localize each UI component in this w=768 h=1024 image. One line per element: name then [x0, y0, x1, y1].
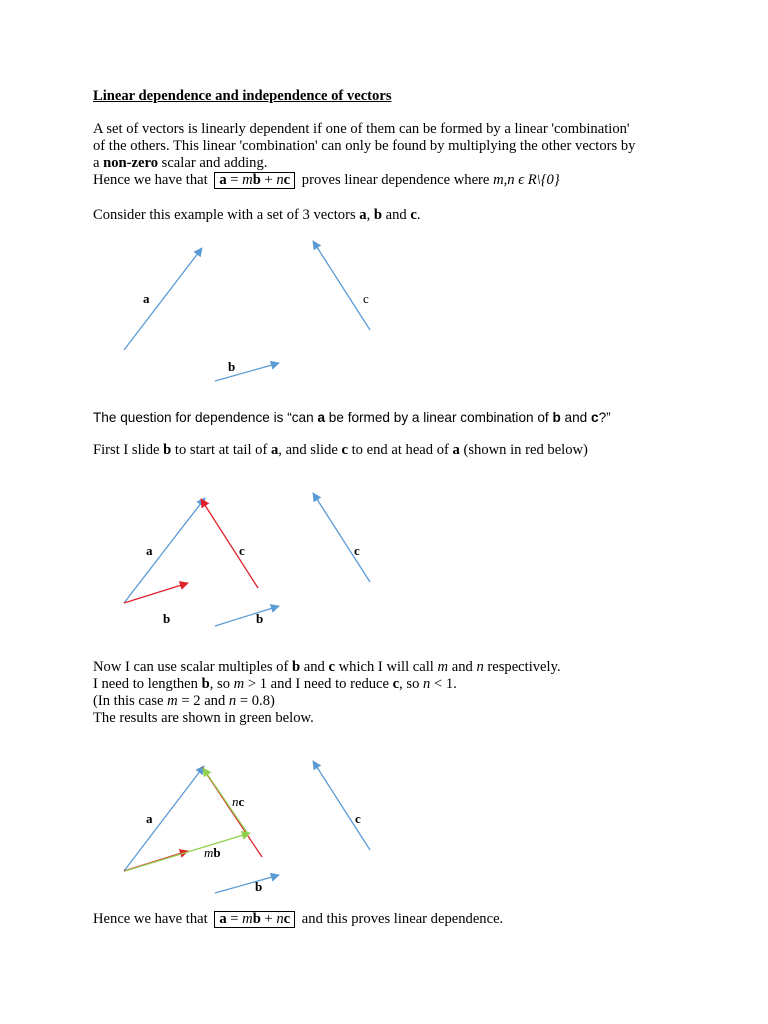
- question-line: [93, 409, 611, 426]
- vector-b-arrow: [215, 875, 279, 893]
- figure-2: [124, 493, 370, 626]
- scalars-line-2: [93, 676, 457, 693]
- vector-a-arrow: [124, 766, 204, 871]
- text: The question for dependence is “can: [93, 410, 318, 425]
- formula-m: m: [242, 172, 253, 188]
- vec-b: b: [552, 410, 561, 425]
- label-b: b: [228, 359, 236, 374]
- text: and this proves linear dependence.: [301, 911, 504, 927]
- vec-c: c: [392, 676, 400, 692]
- vector-c-arrow: [313, 493, 370, 582]
- intro-line-1: A set of vectors is linearly dependent if one of them can be formed by a linear 'combination': [93, 121, 630, 137]
- scalars-line-4: The results are shown in green below.: [93, 710, 314, 726]
- text: to start at tail of: [171, 442, 271, 458]
- text: Hence we have that: [93, 172, 208, 188]
- formula-box: [214, 911, 295, 928]
- scalar-m: m: [437, 659, 449, 675]
- text: ,: [366, 207, 374, 223]
- formula-b: b: [252, 911, 261, 927]
- green-mb-arrow: [125, 833, 250, 871]
- scalar-n: n: [232, 794, 239, 809]
- figure-1: [124, 241, 370, 381]
- label-mb: [204, 846, 221, 860]
- vec-b: b: [201, 676, 210, 692]
- label-c-blue: c: [354, 543, 360, 558]
- vec-a: a: [317, 410, 326, 425]
- vector-c-arrow: [313, 241, 370, 330]
- text: and: [560, 410, 592, 425]
- vec-a: a: [270, 442, 279, 458]
- text: be formed by a linear combination of: [325, 410, 553, 425]
- text: = 0.8): [236, 693, 275, 709]
- label-c: c: [355, 811, 361, 826]
- label-a: a: [146, 543, 153, 558]
- scalars-line-3: [93, 693, 275, 710]
- vec-a: a: [359, 207, 367, 223]
- figure-3: [124, 761, 370, 893]
- vec-c: c: [410, 207, 417, 223]
- page-title: Linear dependence and independence of vectors: [93, 88, 392, 104]
- red-c-arrow: [201, 499, 258, 588]
- vector-b-arrow: [215, 606, 279, 626]
- label-a: a: [143, 291, 150, 306]
- vector-c-arrow: [313, 761, 370, 850]
- text: Now I can use scalar multiples of: [93, 659, 292, 675]
- formula-plus: +: [260, 172, 277, 188]
- vec-b: b: [163, 442, 172, 458]
- vec-b: b: [213, 845, 221, 860]
- vec-c: c: [341, 442, 348, 458]
- text: a: [93, 155, 104, 171]
- vec-c: c: [328, 659, 335, 675]
- formula-eq: =: [226, 911, 243, 927]
- scalar-m: m: [233, 676, 245, 692]
- text: which I will call: [334, 659, 438, 675]
- text: ?”: [598, 410, 611, 425]
- scalar-m: m: [167, 693, 178, 709]
- text: scalar and adding.: [158, 155, 268, 171]
- scalar-n: n: [476, 659, 484, 675]
- text: < 1.: [430, 676, 457, 692]
- vec-c: c: [591, 410, 599, 425]
- label-nc: [232, 795, 244, 809]
- label-a: a: [146, 811, 153, 826]
- vector-a-arrow: [124, 248, 202, 350]
- formula-c: c: [283, 911, 291, 927]
- vector-a-arrow: [124, 498, 205, 603]
- text: proves linear dependence where: [301, 172, 490, 188]
- slide-line: [93, 442, 588, 459]
- label-c-red: c: [239, 543, 245, 558]
- text: respectively.: [483, 659, 561, 675]
- formula-m: m: [242, 911, 253, 927]
- text: First I slide: [93, 442, 164, 458]
- vec-c: c: [238, 794, 245, 809]
- text: , so: [399, 676, 424, 692]
- text: I need to lengthen: [93, 676, 202, 692]
- vector-b-arrow: [215, 363, 279, 381]
- text: .: [416, 207, 421, 223]
- vec-b: b: [291, 659, 301, 675]
- label-b: b: [255, 879, 263, 894]
- text: Hence we have that: [93, 911, 208, 927]
- text: and: [448, 659, 477, 675]
- text: (shown in red below): [459, 442, 588, 458]
- scalar-m: m: [204, 845, 214, 860]
- formula-n: n: [276, 911, 284, 927]
- label-c: c: [363, 291, 369, 306]
- text: and: [382, 207, 411, 223]
- non-zero-bold: non-zero: [103, 155, 158, 171]
- vec-b: b: [373, 207, 382, 223]
- formula-c: c: [283, 172, 291, 188]
- scalar-n: n: [228, 693, 237, 709]
- formula-plus: +: [260, 911, 277, 927]
- scalars-line-1: [93, 659, 561, 676]
- label-b-red: b: [163, 611, 171, 626]
- text: (In this case: [93, 693, 168, 709]
- formula-b: b: [252, 172, 261, 188]
- scalar-n: n: [423, 676, 431, 692]
- red-b-arrow: [124, 583, 188, 603]
- formula-n: n: [276, 172, 284, 188]
- formula-eq: =: [226, 172, 243, 188]
- scalar-set: m,n ϵ R\{0}: [493, 172, 560, 188]
- text: to end at head of: [347, 442, 453, 458]
- conclusion-line: [93, 911, 503, 928]
- intro-line-2: of the others. This linear 'combination' can only be found by multiplying the other vectors by: [93, 138, 636, 154]
- text: , and slide: [278, 442, 342, 458]
- text: > 1 and I need to reduce: [244, 676, 393, 692]
- text: Consider this example with a set of 3 vectors: [93, 207, 360, 223]
- formula-a: a: [219, 172, 227, 188]
- label-b-blue: b: [256, 611, 264, 626]
- formula-a: a: [219, 911, 227, 927]
- text: , so: [209, 676, 234, 692]
- vec-a: a: [452, 442, 460, 458]
- text: and: [300, 659, 329, 675]
- text: = 2 and: [177, 693, 229, 709]
